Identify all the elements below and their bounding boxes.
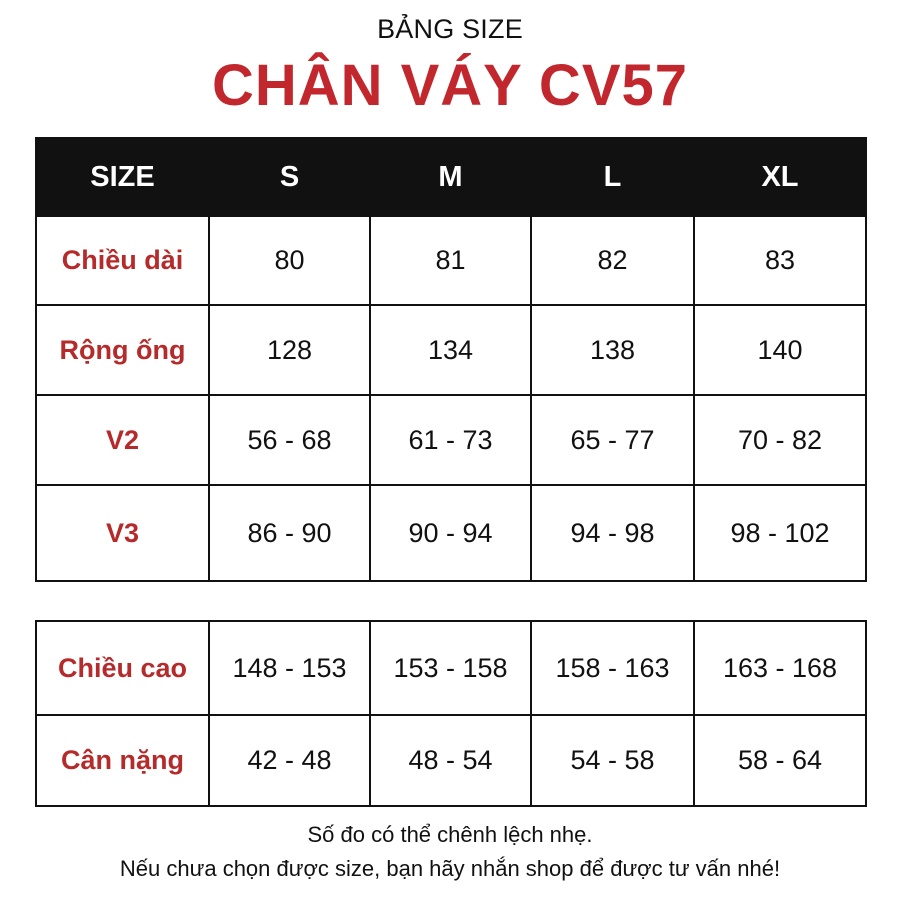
table-row-weight xyxy=(36,715,866,806)
table-cell: 90 - 94 xyxy=(370,485,531,581)
row-label: Chiều dài xyxy=(36,216,209,305)
table-cell: 42 - 48 xyxy=(209,715,370,806)
table-cell: 82 xyxy=(531,216,694,305)
table-row-v3 xyxy=(36,485,866,581)
table-cell: 81 xyxy=(370,216,531,305)
table-row-height xyxy=(36,621,866,715)
table-cell: 140 xyxy=(694,305,866,395)
footer-contact-note: Nếu chưa chọn được size, bạn hãy nhắn shop để được tư vấn nhé! xyxy=(119,856,781,881)
table-cell: 86 - 90 xyxy=(209,485,370,581)
row-label: V3 xyxy=(36,485,209,581)
table-cell: 54 - 58 xyxy=(531,715,694,806)
table-cell: 134 xyxy=(370,305,531,395)
table-cell: 61 - 73 xyxy=(370,395,531,485)
table-cell: 163 - 168 xyxy=(694,621,866,715)
row-label: V2 xyxy=(36,395,209,485)
table-cell: 128 xyxy=(209,305,370,395)
row-label: Cân nặng xyxy=(36,715,209,806)
table-cell: 158 - 163 xyxy=(531,621,694,715)
table-cell: 80 xyxy=(209,216,370,305)
table-cell: 70 - 82 xyxy=(694,395,866,485)
table-cell: 153 - 158 xyxy=(370,621,531,715)
footer-note: Số đo có thể chênh lệch nhẹ. xyxy=(307,822,593,847)
table-cell: 98 - 102 xyxy=(694,485,866,581)
table-cell: 83 xyxy=(694,216,866,305)
column-header-m: M xyxy=(370,138,531,216)
row-label: Chiều cao xyxy=(36,621,209,715)
column-header-xl: XL xyxy=(694,138,866,216)
column-header-s: S xyxy=(209,138,370,216)
table-cell: 148 - 153 xyxy=(209,621,370,715)
body-measurement-table xyxy=(35,620,867,807)
table-row-hem-width xyxy=(36,305,866,395)
table-cell: 94 - 98 xyxy=(531,485,694,581)
page-subtitle: BẢNG SIZE xyxy=(377,14,523,44)
table-cell: 65 - 77 xyxy=(531,395,694,485)
table-cell: 58 - 64 xyxy=(694,715,866,806)
table-row-length xyxy=(36,216,866,305)
column-header-l: L xyxy=(531,138,694,216)
column-header-size: SIZE xyxy=(36,138,209,216)
page-title: CHÂN VÁY CV57 xyxy=(211,53,689,118)
table-row-v2 xyxy=(36,395,866,485)
table-header-row xyxy=(36,138,866,216)
table-cell: 48 - 54 xyxy=(370,715,531,806)
table-cell: 56 - 68 xyxy=(209,395,370,485)
size-chart-table xyxy=(35,137,867,582)
row-label: Rộng ống xyxy=(36,305,209,395)
table-cell: 138 xyxy=(531,305,694,395)
